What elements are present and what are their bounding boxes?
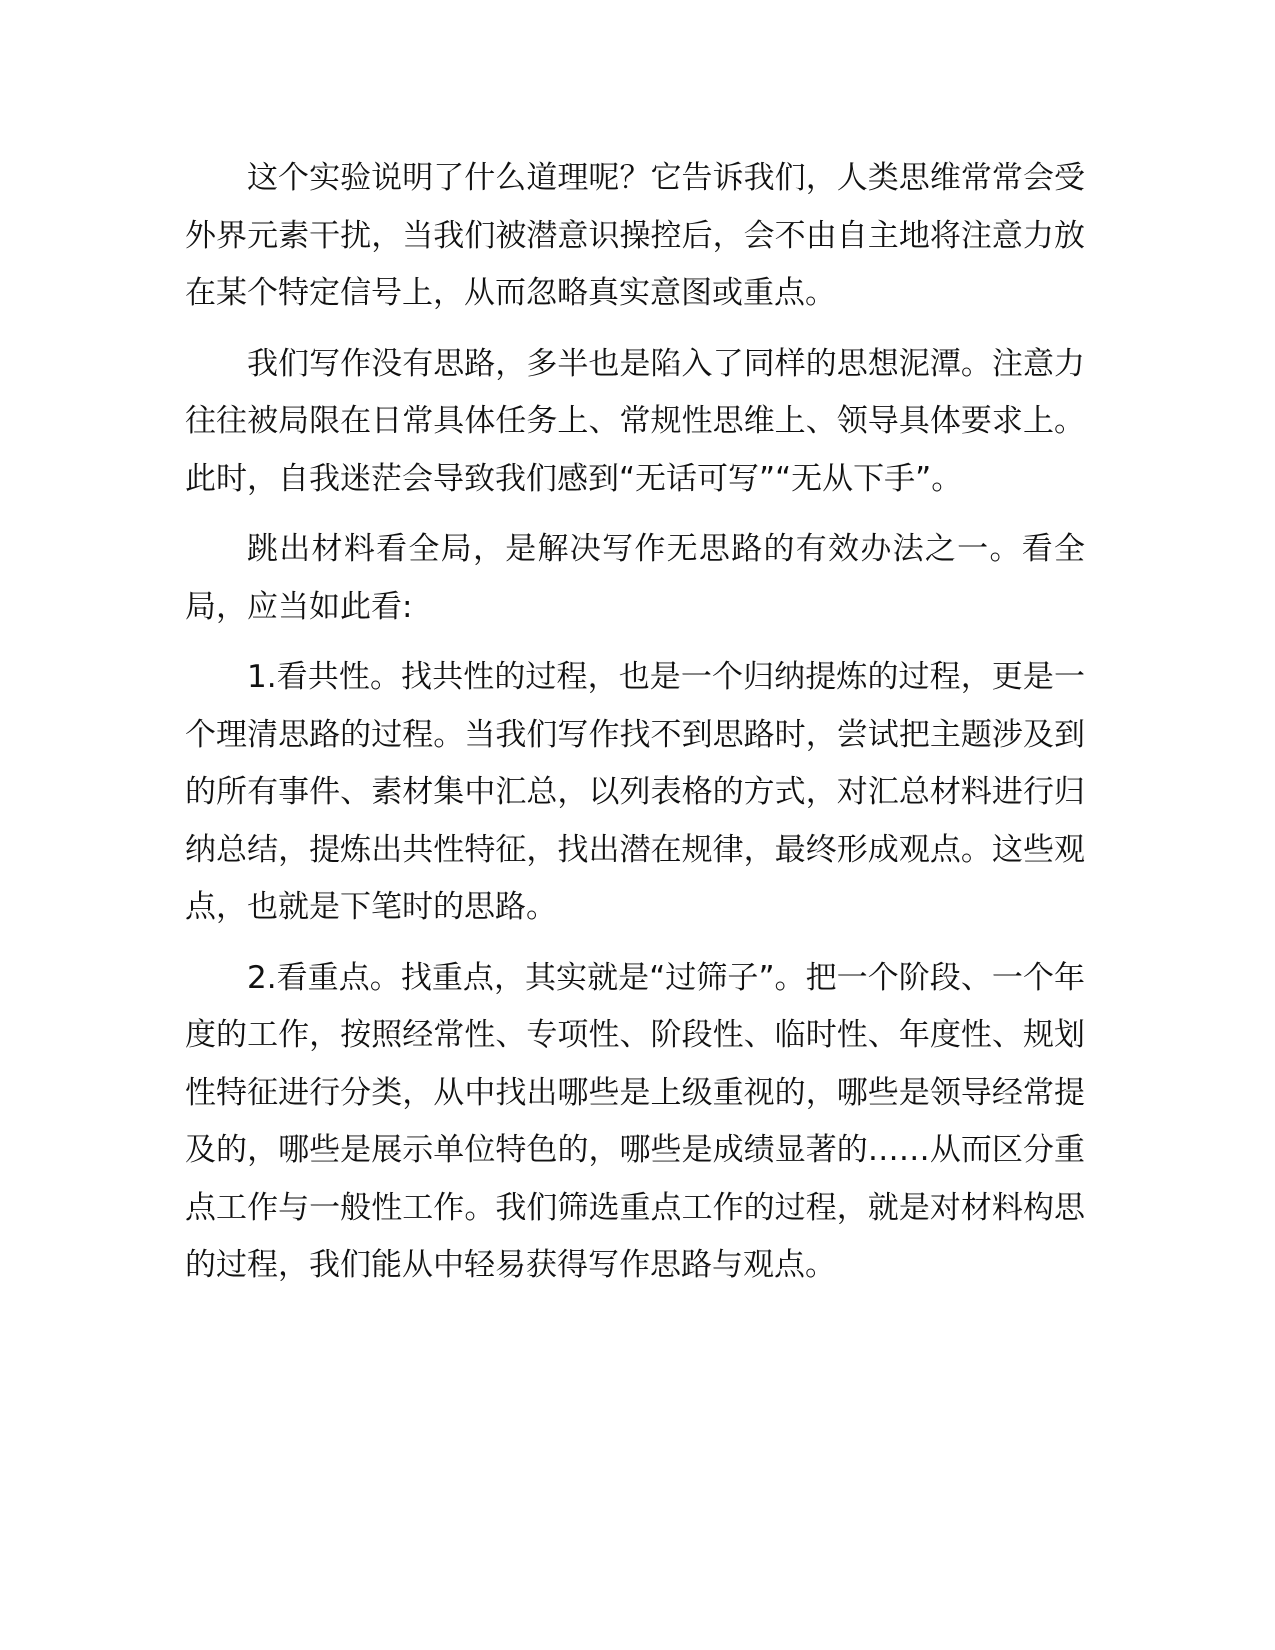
document-page xyxy=(185,150,1085,1295)
paragraph-point-priorities: 2.看重点。找重点，其实就是“过筛子”。把一个阶段、一个年度的工作，按照经常性、专项性、阶段性、临时性、年度性、规划性特征进行分类，从中找出哪些是上级重视的，哪些是领导经常提及的，哪些是展示单位特色的，哪些是成绩显著的……从而区分重点工作与一般性工作。我们筛选重点工作的过程，就是对材料构思的过程，我们能从中轻易获得写作思路与观点。 xyxy=(185,959,1085,1283)
paragraph-no-writing-ideas: 我们写作没有思路，多半也是陷入了同样的思想泥潭。注意力往往被局限在日常具体任务上、常规性思维上、领导具体要求上。此时，自我迷茫会导致我们感到“无话可写”“无从下手”。 xyxy=(185,345,1085,497)
paragraph-see-big-picture: 跳出材料看全局，是解决写作无思路的有效办法之一。看全局，应当如此看: xyxy=(185,531,1085,625)
paragraph-experiment-meaning: 这个实验说明了什么道理呢？它告诉我们，人类思维常常会受外界元素干扰，当我们被潜意识操控后，会不由自主地将注意力放在某个特定信号上，从而忽略真实意图或重点。 xyxy=(185,160,1085,311)
paragraph-point-commonality: 1.看共性。找共性的过程，也是一个归纳提炼的过程，更是一个理清思路的过程。当我们写作找不到思路时，尝试把主题涉及到的所有事件、素材集中汇总，以列表格的方式，对汇总材料进行归纳总结，提炼出共性特征，找出潜在规律，最终形成观点。这些观点，也就是下笔时的思路。 xyxy=(185,659,1085,925)
